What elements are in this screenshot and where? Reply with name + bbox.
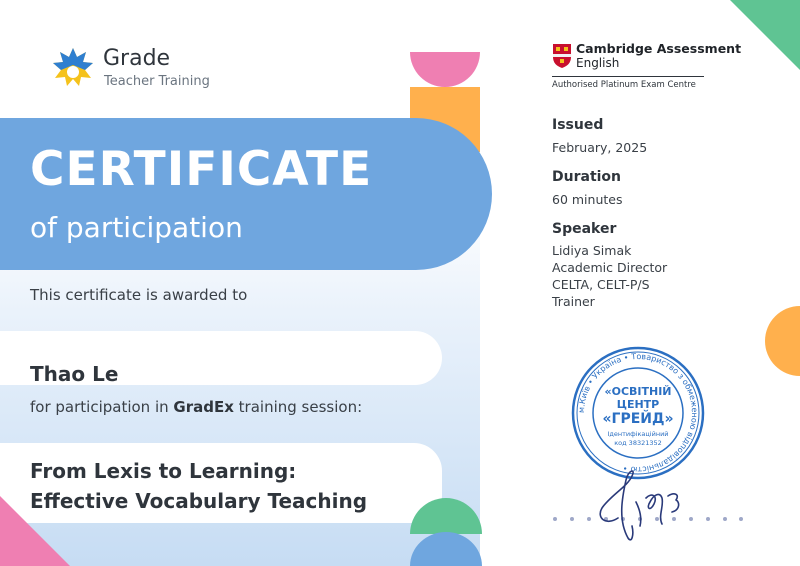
stamp-ring-text: м.Київ • Україна • Товариство з обмеженою відповідальністю • [576,351,700,475]
decorative-shapes-bottom [410,498,482,566]
recipient-name: Thao Le [30,362,119,386]
green-half-circle [410,498,482,534]
handwritten-signature [588,468,698,544]
session-title [30,456,367,516]
certificate-title: CERTIFICATE [30,142,373,197]
speaker-credential-1: CELTA, CELT-P/S [552,277,650,292]
pink-half-circle [410,52,480,87]
stamp-line2: ЦЕНТР [616,398,660,411]
session-title-line1: From Lexis to Learning: [30,459,297,483]
brand-name: Grade [103,46,171,71]
orange-half-circle [765,306,800,376]
speaker-label: Speaker [552,221,617,237]
speaker-credential-2: Trainer [552,294,595,309]
awarded-text: This certificate is awarded to [30,286,248,304]
stamp-small-line2: код 38321352 [614,439,662,447]
pink-corner-triangle [0,496,70,566]
green-corner-triangle [730,0,800,70]
official-stamp [570,345,706,481]
participation-brand: GradEx [173,398,234,416]
brand-tagline: Teacher Training [104,74,210,89]
duration-value: 60 minutes [552,192,623,207]
issued-label: Issued [552,117,604,133]
session-title-line2: Effective Vocabulary Teaching [30,489,368,513]
certificate-subtitle: of participation [30,211,243,244]
blue-half-circle [410,532,482,566]
stamp-small-line1: Ідентифікаційний [607,430,669,438]
grade-logo-icon [50,44,96,90]
partner-name-line1: Cambridge Assessment [576,41,742,56]
duration-label: Duration [552,169,622,185]
participation-line [30,398,362,416]
stamp-line3: «ГРЕЙД» [602,411,674,427]
speaker-name: Lidiya Simak [552,243,632,258]
partner-divider [552,76,704,77]
speaker-role: Academic Director [552,260,668,275]
cambridge-shield-icon [552,43,572,69]
participation-suffix: training session: [233,398,363,416]
partner-status: Authorised Platinum Exam Centre [552,80,696,90]
partner-name-line2: English [576,56,620,70]
stamp-line1: «ОСВІТНІЙ [604,385,672,398]
issued-value: February, 2025 [552,140,648,155]
participation-prefix: for participation in [30,398,174,416]
